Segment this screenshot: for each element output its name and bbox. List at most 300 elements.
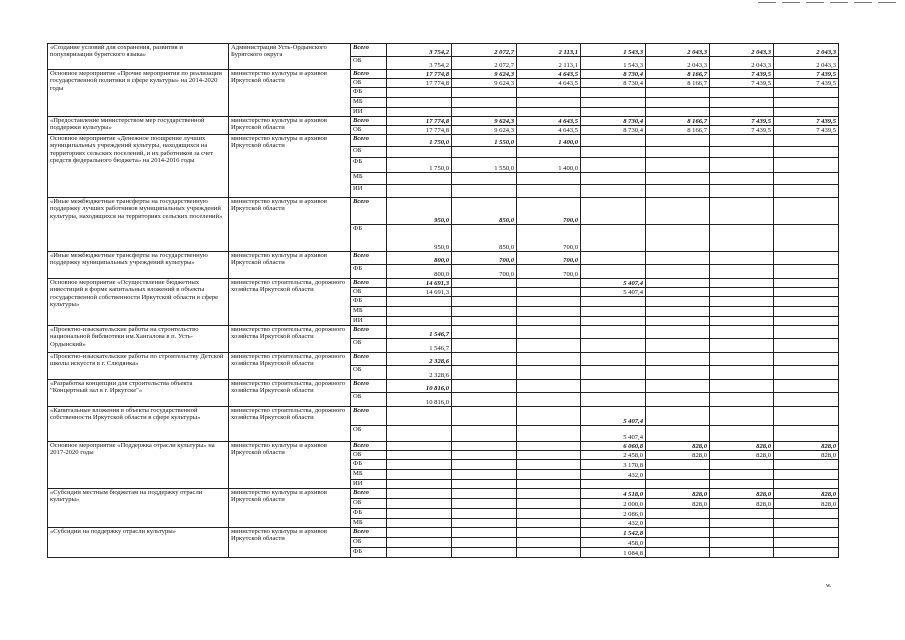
table-row (48, 442, 839, 451)
amount-cell (517, 528, 581, 538)
amount-cell: 828,0 (774, 451, 839, 460)
amount-cell (581, 339, 646, 353)
amount-cell (774, 307, 839, 317)
amount-cell: 3 170,8 (581, 460, 646, 470)
table-row (48, 326, 839, 339)
amount-cell: 8 166,7 (646, 70, 710, 79)
amount-cell (517, 173, 581, 185)
amount-cell: 2 000,0 (581, 499, 646, 509)
amount-cell (646, 380, 710, 393)
amount-cell: 8 730,4 (581, 126, 646, 135)
amount-cell (710, 147, 774, 158)
amount-cell (452, 297, 517, 307)
amount-cell: 2 043,3 (710, 57, 774, 70)
funding-source: Всего (351, 353, 387, 366)
amount-cell (517, 98, 581, 108)
amount-cell (646, 426, 710, 442)
amount-cell (710, 326, 774, 339)
amount-cell (710, 173, 774, 185)
amount-cell: 828,0 (774, 489, 839, 499)
amount-cell (387, 509, 452, 519)
amount-cell (646, 353, 710, 366)
amount-cell (646, 252, 710, 265)
amount-cell: 700,0 (517, 198, 581, 225)
amount-cell: 4 643,5 (517, 126, 581, 135)
amount-cell: 17 774,8 (387, 70, 452, 79)
amount-cell (710, 470, 774, 480)
amount-cell (646, 198, 710, 225)
funding-source: Всего (351, 442, 387, 451)
amount-cell: 7 439,5 (774, 126, 839, 135)
amount-cell: 828,0 (710, 489, 774, 499)
executor: министерство культуры и архивов Иркутской области (229, 135, 351, 198)
amount-cell: 1 550,0 (452, 135, 517, 147)
funding-source: ИИ (351, 480, 387, 489)
amount-cell (774, 380, 839, 393)
amount-cell (710, 317, 774, 326)
amount-cell: 700,0 (452, 252, 517, 265)
amount-cell (517, 480, 581, 489)
amount-cell (774, 108, 839, 117)
amount-cell: 828,0 (710, 451, 774, 460)
measure-name: «Субсидии местным бюджетам на поддержку отрасли культуры» (48, 489, 229, 528)
amount-cell: 2 043,3 (710, 44, 774, 57)
amount-cell (774, 158, 839, 173)
amount-cell: 1 400,0 (517, 158, 581, 173)
amount-cell (646, 326, 710, 339)
amount-cell (646, 366, 710, 380)
amount-cell (517, 108, 581, 117)
amount-cell (710, 265, 774, 279)
amount-cell (452, 442, 517, 451)
measure-name: «Разработка концепции для строительства объекта "Концертный зал в г. Иркутске"» (48, 380, 229, 407)
amount-cell (774, 460, 839, 470)
amount-cell: 432,0 (581, 470, 646, 480)
amount-cell (452, 279, 517, 288)
funding-source: ОБ (351, 288, 387, 297)
amount-cell (581, 147, 646, 158)
amount-cell (774, 326, 839, 339)
amount-cell (710, 407, 774, 426)
measure-name: «Иные межбюджетные трансферты на государственную поддержку муниципальных учреждений культуры» (48, 252, 229, 279)
amount-cell (710, 198, 774, 225)
amount-cell: 7 439,5 (774, 70, 839, 79)
amount-cell (387, 98, 452, 108)
funding-source: ОБ (351, 451, 387, 460)
funding-source: ОБ (351, 366, 387, 380)
amount-cell (646, 98, 710, 108)
amount-cell: 2 113,1 (517, 57, 581, 70)
amount-cell: 850,0 (452, 225, 517, 252)
funding-table (47, 43, 839, 558)
amount-cell (646, 509, 710, 519)
amount-cell (452, 88, 517, 98)
measure-name: «Субсидии на поддержку отрасли культуры» (48, 528, 229, 558)
amount-cell (517, 326, 581, 339)
amount-cell (452, 509, 517, 519)
amount-cell (452, 173, 517, 185)
amount-cell (581, 173, 646, 185)
table-row (48, 252, 839, 265)
measure-name: «Проектно-изыскательские работы на строительство национальной библиотеки им.Хангалова в п. Усть-Ордынский» (48, 326, 229, 353)
amount-cell: 8 166,7 (646, 117, 710, 126)
amount-cell: 2 072,7 (452, 44, 517, 57)
amount-cell: 14 691,3 (387, 288, 452, 297)
amount-cell (710, 185, 774, 198)
amount-cell (517, 460, 581, 470)
amount-cell: 2 328,6 (387, 353, 452, 366)
amount-cell: 8 166,7 (646, 79, 710, 88)
amount-cell (452, 108, 517, 117)
amount-cell (581, 135, 646, 147)
funding-source: МБ (351, 173, 387, 185)
amount-cell (452, 317, 517, 326)
amount-cell: 828,0 (774, 499, 839, 509)
amount-cell (452, 380, 517, 393)
amount-cell (774, 252, 839, 265)
amount-cell (710, 366, 774, 380)
amount-cell (710, 158, 774, 173)
amount-cell (387, 470, 452, 480)
amount-cell (710, 548, 774, 558)
table-row (48, 528, 839, 538)
amount-cell: 7 439,5 (710, 70, 774, 79)
amount-cell: 850,0 (452, 198, 517, 225)
amount-cell: 1 750,0 (387, 158, 452, 173)
amount-cell (710, 88, 774, 98)
funding-source: МБ (351, 519, 387, 528)
executor: министерство культуры и архивов Иркутской области (229, 528, 351, 558)
amount-cell (646, 147, 710, 158)
amount-cell (517, 470, 581, 480)
amount-cell: 1 400,0 (517, 135, 581, 147)
amount-cell (710, 135, 774, 147)
amount-cell: 7 439,5 (710, 79, 774, 88)
amount-cell (774, 480, 839, 489)
amount-cell (387, 147, 452, 158)
funding-source: Всего (351, 117, 387, 126)
amount-cell (774, 98, 839, 108)
funding-source: ФБ (351, 460, 387, 470)
amount-cell: 7 439,5 (774, 79, 839, 88)
amount-cell: 2 072,7 (452, 57, 517, 70)
amount-cell (774, 353, 839, 366)
measure-name: Основное мероприятие «Поддержка отрасли культуры» на 2017-2020 годы (48, 442, 229, 489)
amount-cell (387, 451, 452, 460)
amount-cell (452, 489, 517, 499)
amount-cell (710, 528, 774, 538)
amount-cell (581, 185, 646, 198)
table-row (48, 117, 839, 126)
amount-cell (452, 353, 517, 366)
amount-cell (581, 393, 646, 407)
funding-source: Всего (351, 252, 387, 265)
amount-cell (517, 407, 581, 426)
funding-source: ОБ (351, 79, 387, 88)
amount-cell (452, 451, 517, 460)
amount-cell: 8 730,4 (581, 70, 646, 79)
amount-cell: 828,0 (646, 451, 710, 460)
amount-cell (646, 88, 710, 98)
funding-source: Всего (351, 380, 387, 393)
amount-cell (517, 519, 581, 528)
amount-cell (517, 339, 581, 353)
amount-cell (452, 548, 517, 558)
amount-cell (517, 88, 581, 98)
amount-cell: 828,0 (646, 489, 710, 499)
amount-cell (517, 279, 581, 288)
amount-cell (517, 451, 581, 460)
funding-source: ИИ (351, 108, 387, 117)
executor: министерство строительства, дорожного хозяйства Иркутской области (229, 279, 351, 326)
amount-cell: 950,0 (387, 198, 452, 225)
amount-cell (387, 528, 452, 538)
funding-source: ФБ (351, 265, 387, 279)
amount-cell (774, 135, 839, 147)
funding-source: Всего (351, 70, 387, 79)
amount-cell (452, 393, 517, 407)
amount-cell: 1 542,8 (581, 528, 646, 538)
funding-source: ОБ (351, 393, 387, 407)
amount-cell (774, 88, 839, 98)
funding-source: МБ (351, 307, 387, 317)
amount-cell (517, 538, 581, 548)
amount-cell (646, 297, 710, 307)
amount-cell: 4 643,5 (517, 70, 581, 79)
amount-cell (710, 339, 774, 353)
amount-cell (774, 173, 839, 185)
amount-cell (452, 460, 517, 470)
amount-cell: 458,0 (581, 538, 646, 548)
amount-cell (581, 98, 646, 108)
funding-source: ОБ (351, 499, 387, 509)
amount-cell: 700,0 (517, 265, 581, 279)
amount-cell (387, 480, 452, 489)
amount-cell (774, 528, 839, 538)
executor: министерство строительства, дорожного хозяйства Иркутской области (229, 380, 351, 407)
amount-cell (774, 366, 839, 380)
amount-cell: 2 086,0 (581, 509, 646, 519)
amount-cell (452, 407, 517, 426)
amount-cell (710, 519, 774, 528)
amount-cell: 8 730,4 (581, 79, 646, 88)
amount-cell (517, 509, 581, 519)
funding-source: ФБ (351, 88, 387, 98)
amount-cell: 1 750,0 (387, 135, 452, 147)
amount-cell (710, 393, 774, 407)
amount-cell (517, 548, 581, 558)
amount-cell (581, 252, 646, 265)
amount-cell (646, 307, 710, 317)
amount-cell: 10 816,0 (387, 393, 452, 407)
executor: министерство культуры и архивов Иркутской области (229, 198, 351, 252)
amount-cell (710, 307, 774, 317)
amount-cell: 5 407,4 (581, 407, 646, 426)
amount-cell (774, 265, 839, 279)
amount-cell (710, 380, 774, 393)
amount-cell (646, 317, 710, 326)
table-row (48, 353, 839, 366)
amount-cell (452, 538, 517, 548)
funding-source: ОБ (351, 147, 387, 158)
amount-cell (387, 519, 452, 528)
amount-cell: 1 543,3 (581, 57, 646, 70)
amount-cell (646, 108, 710, 117)
amount-cell (581, 480, 646, 489)
amount-cell: 2 043,3 (646, 44, 710, 57)
amount-cell: 828,0 (774, 442, 839, 451)
amount-cell (710, 509, 774, 519)
amount-cell (517, 393, 581, 407)
amount-cell (646, 288, 710, 297)
amount-cell (710, 288, 774, 297)
amount-cell (646, 135, 710, 147)
amount-cell: 828,0 (646, 442, 710, 451)
amount-cell (387, 489, 452, 499)
amount-cell (581, 353, 646, 366)
executor: Администрация Усть-Ордынского Бурятского округа (229, 44, 351, 70)
amount-cell: 4 518,0 (581, 489, 646, 499)
amount-cell (774, 393, 839, 407)
funding-source: Всего (351, 489, 387, 499)
amount-cell (710, 538, 774, 548)
amount-cell (774, 426, 839, 442)
amount-cell: 17 774,8 (387, 117, 452, 126)
amount-cell: 10 816,0 (387, 380, 452, 393)
measure-name: «Проектно-изыскательские работы по строительству Детской школы искусств в г. Слюдянка» (48, 353, 229, 380)
amount-cell: 2 328,6 (387, 366, 452, 380)
amount-cell (646, 480, 710, 489)
executor: министерство культуры и архивов Иркутской области (229, 70, 351, 117)
amount-cell (387, 538, 452, 548)
amount-cell: 1 546,7 (387, 326, 452, 339)
amount-cell (774, 509, 839, 519)
amount-cell (581, 366, 646, 380)
amount-cell (387, 307, 452, 317)
amount-cell (517, 366, 581, 380)
amount-cell (774, 185, 839, 198)
amount-cell (710, 279, 774, 288)
amount-cell (452, 339, 517, 353)
page-mark: w. (826, 583, 832, 589)
amount-cell (581, 265, 646, 279)
measure-name: Основное мероприятие «Прочие мероприятия по реализации государственной политики в сфере культуры» на 2014-2020 годы (48, 70, 229, 117)
amount-cell (517, 288, 581, 297)
amount-cell (581, 297, 646, 307)
amount-cell (517, 499, 581, 509)
funding-source: ИИ (351, 185, 387, 198)
amount-cell (387, 442, 452, 451)
amount-cell: 2 458,0 (581, 451, 646, 460)
amount-cell (710, 98, 774, 108)
amount-cell (387, 407, 452, 426)
amount-cell: 9 624,3 (452, 70, 517, 79)
funding-source: ИИ (351, 317, 387, 326)
funding-source: ОБ (351, 126, 387, 135)
amount-cell (774, 198, 839, 225)
amount-cell: 2 043,3 (774, 44, 839, 57)
amount-cell: 5 407,4 (581, 426, 646, 442)
amount-cell: 1 546,7 (387, 339, 452, 353)
table-row (48, 44, 839, 57)
amount-cell: 17 774,8 (387, 126, 452, 135)
amount-cell (710, 480, 774, 489)
funding-source: Всего (351, 279, 387, 288)
amount-cell (452, 288, 517, 297)
amount-cell (581, 380, 646, 393)
amount-cell (646, 225, 710, 252)
amount-cell: 9 624,3 (452, 126, 517, 135)
table-row (48, 198, 839, 225)
amount-cell (646, 265, 710, 279)
amount-cell (774, 317, 839, 326)
amount-cell (646, 185, 710, 198)
executor: министерство культуры и архивов Иркутской области (229, 117, 351, 135)
funding-source: ФБ (351, 225, 387, 252)
amount-cell: 2 043,3 (774, 57, 839, 70)
funding-source: ФБ (351, 509, 387, 519)
amount-cell: 828,0 (646, 499, 710, 509)
amount-cell: 9 624,3 (452, 117, 517, 126)
amount-cell (774, 288, 839, 297)
amount-cell: 3 754,2 (387, 44, 452, 57)
amount-cell (387, 317, 452, 326)
amount-cell (452, 480, 517, 489)
table-row (48, 70, 839, 79)
amount-cell (774, 279, 839, 288)
amount-cell (646, 519, 710, 528)
measure-name: «Предоставление министерством мер государственной поддержки культуры» (48, 117, 229, 135)
amount-cell (774, 519, 839, 528)
amount-cell (646, 339, 710, 353)
amount-cell (581, 225, 646, 252)
amount-cell (581, 326, 646, 339)
amount-cell (452, 307, 517, 317)
amount-cell: 432,0 (581, 519, 646, 528)
funding-source: МБ (351, 98, 387, 108)
amount-cell (452, 499, 517, 509)
amount-cell (581, 317, 646, 326)
amount-cell (774, 339, 839, 353)
table-row (48, 380, 839, 393)
executor: министерство строительства, дорожного хозяйства Иркутской области (229, 326, 351, 353)
amount-cell (646, 407, 710, 426)
amount-cell: 9 624,3 (452, 79, 517, 88)
amount-cell (517, 185, 581, 198)
executor: министерство культуры и архивов Иркутской области (229, 442, 351, 489)
table-row (48, 279, 839, 288)
funding-source: Всего (351, 326, 387, 339)
amount-cell (517, 442, 581, 451)
measure-name: «Капитальные вложения в объекты государственной собственности Иркутской области в сфере культуры» (48, 407, 229, 442)
amount-cell: 828,0 (710, 499, 774, 509)
measure-name: Основное мероприятие «Денежное поощрение лучших муниципальных учреждений культуры, находящихся на территориях сельских поселений, и их работников за счет средств федерального бюджета» на 2014-2016 годы (48, 135, 229, 198)
amount-cell: 5 407,4 (581, 279, 646, 288)
amount-cell (646, 538, 710, 548)
funding-source: Всего (351, 407, 387, 426)
funding-source: Всего (351, 44, 387, 57)
amount-cell (452, 147, 517, 158)
amount-cell: 700,0 (517, 225, 581, 252)
amount-cell: 2 113,1 (517, 44, 581, 57)
funding-source: ОБ (351, 57, 387, 70)
amount-cell: 950,0 (387, 225, 452, 252)
amount-cell (387, 460, 452, 470)
amount-cell (452, 98, 517, 108)
amount-cell: 1 550,0 (452, 158, 517, 173)
amount-cell (710, 252, 774, 265)
amount-cell (387, 88, 452, 98)
